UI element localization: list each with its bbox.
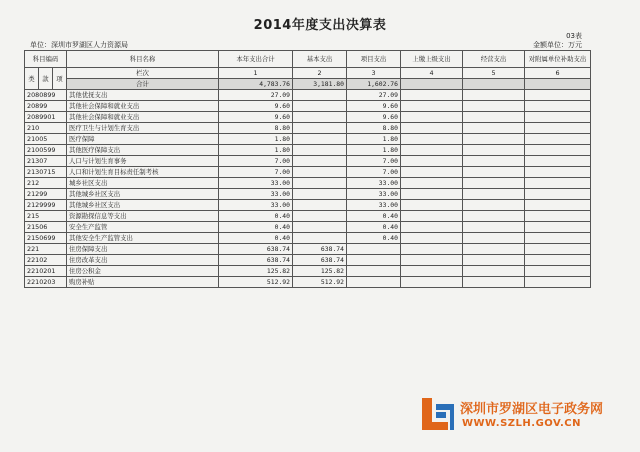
header-xiang: 项	[53, 68, 67, 90]
total-subsidy	[525, 79, 591, 90]
row-code: 21307	[25, 156, 67, 167]
row-total: 0.40	[219, 233, 293, 244]
row-name: 住房改革支出	[67, 255, 219, 266]
row-business	[463, 134, 525, 145]
total-label: 合计	[67, 79, 219, 90]
row-total: 638.74	[219, 244, 293, 255]
logo-site-name: 深圳市罗湖区电子政务网	[460, 402, 604, 417]
row-subsidy	[525, 101, 591, 112]
row-code: 2100599	[25, 145, 67, 156]
row-subsidy	[525, 167, 591, 178]
row-project	[347, 244, 401, 255]
amount-unit: 金额单位：万元	[533, 41, 582, 49]
row-basic	[293, 90, 347, 101]
total-upper	[401, 79, 463, 90]
row-subsidy	[525, 123, 591, 134]
row-subsidy	[525, 134, 591, 145]
header-business: 经营支出	[463, 51, 525, 68]
table-row	[25, 167, 591, 178]
row-basic: 638.74	[293, 244, 347, 255]
table-row	[25, 123, 591, 134]
column-index-4: 4	[401, 68, 463, 79]
row-subsidy	[525, 200, 591, 211]
row-code: 2210201	[25, 266, 67, 277]
row-total: 7.00	[219, 167, 293, 178]
row-business	[463, 211, 525, 222]
row-name: 其他社会保障和就业支出	[67, 101, 219, 112]
row-subsidy	[525, 90, 591, 101]
row-subsidy	[525, 189, 591, 200]
row-total: 9.60	[219, 112, 293, 123]
column-index-5: 5	[463, 68, 525, 79]
row-name: 其他优抚支出	[67, 90, 219, 101]
total-total: 4,783.76	[219, 79, 293, 90]
row-total: 33.00	[219, 200, 293, 211]
row-upper	[401, 112, 463, 123]
row-basic	[293, 101, 347, 112]
row-total: 8.80	[219, 123, 293, 134]
row-business	[463, 255, 525, 266]
row-business	[463, 123, 525, 134]
total-basic: 3,181.80	[293, 79, 347, 90]
row-subsidy	[525, 266, 591, 277]
row-project: 7.00	[347, 156, 401, 167]
row-project: 33.00	[347, 178, 401, 189]
table-row	[25, 255, 591, 266]
row-project: 33.00	[347, 200, 401, 211]
row-upper	[401, 90, 463, 101]
row-name: 住房公积金	[67, 266, 219, 277]
row-business	[463, 233, 525, 244]
row-basic	[293, 156, 347, 167]
row-subsidy	[525, 112, 591, 123]
row-business	[463, 145, 525, 156]
row-name: 医疗保障	[67, 134, 219, 145]
header-code: 科目编码	[25, 51, 67, 68]
table-row	[25, 277, 591, 288]
row-project: 27.09	[347, 90, 401, 101]
site-logo	[418, 392, 618, 442]
row-project: 33.00	[347, 189, 401, 200]
row-upper	[401, 211, 463, 222]
row-subsidy	[525, 222, 591, 233]
row-name: 其他社会保障和就业支出	[67, 112, 219, 123]
row-project: 0.40	[347, 233, 401, 244]
row-total: 0.40	[219, 211, 293, 222]
row-code: 215	[25, 211, 67, 222]
table-row	[25, 156, 591, 167]
row-basic	[293, 200, 347, 211]
row-subsidy	[525, 244, 591, 255]
row-name: 人口与计划生育事务	[67, 156, 219, 167]
header-total: 本年支出合计	[219, 51, 293, 68]
row-upper	[401, 134, 463, 145]
logo-url: WWW.SZLH.GOV.CN	[462, 418, 581, 429]
row-business	[463, 112, 525, 123]
row-upper	[401, 167, 463, 178]
row-upper	[401, 255, 463, 266]
table-row	[25, 101, 591, 112]
row-upper	[401, 200, 463, 211]
table-row	[25, 178, 591, 189]
row-total: 7.00	[219, 156, 293, 167]
row-code: 2089901	[25, 112, 67, 123]
row-total: 33.00	[219, 189, 293, 200]
header-project: 项目支出	[347, 51, 401, 68]
row-basic	[293, 222, 347, 233]
row-project	[347, 255, 401, 266]
row-basic	[293, 233, 347, 244]
row-basic	[293, 167, 347, 178]
row-basic: 638.74	[293, 255, 347, 266]
row-code: 21506	[25, 222, 67, 233]
row-name: 医疗卫生与计划生育支出	[67, 123, 219, 134]
row-business	[463, 244, 525, 255]
row-basic	[293, 123, 347, 134]
total-row	[25, 79, 591, 90]
row-project: 0.40	[347, 211, 401, 222]
row-basic	[293, 189, 347, 200]
row-upper	[401, 233, 463, 244]
row-basic	[293, 134, 347, 145]
row-upper	[401, 145, 463, 156]
table-row	[25, 244, 591, 255]
row-code: 22102	[25, 255, 67, 266]
row-subsidy	[525, 145, 591, 156]
row-project: 1.80	[347, 134, 401, 145]
header-name: 科目名称	[67, 51, 219, 68]
row-code: 221	[25, 244, 67, 255]
row-basic	[293, 178, 347, 189]
column-index-row	[25, 68, 591, 79]
row-name: 住房保障支出	[67, 244, 219, 255]
header-type: 类	[25, 68, 39, 90]
row-business	[463, 167, 525, 178]
table-row	[25, 189, 591, 200]
row-total: 1.80	[219, 145, 293, 156]
row-name: 资源勘探信息等支出	[67, 211, 219, 222]
table-row	[25, 200, 591, 211]
table-row	[25, 266, 591, 277]
row-code: 2150699	[25, 233, 67, 244]
row-project	[347, 266, 401, 277]
row-business	[463, 266, 525, 277]
row-total: 638.74	[219, 255, 293, 266]
total-project: 1,602.76	[347, 79, 401, 90]
logo-mark-icon	[418, 394, 456, 434]
header-upper: 上缴上级支出	[401, 51, 463, 68]
row-business	[463, 189, 525, 200]
row-business	[463, 277, 525, 288]
row-subsidy	[525, 211, 591, 222]
row-business	[463, 90, 525, 101]
row-name: 安全生产监管	[67, 222, 219, 233]
row-code: 20899	[25, 101, 67, 112]
row-subsidy	[525, 178, 591, 189]
row-business	[463, 178, 525, 189]
row-code: 210	[25, 123, 67, 134]
table-row	[25, 90, 591, 101]
row-project: 8.80	[347, 123, 401, 134]
row-upper	[401, 123, 463, 134]
header-kuan: 款	[39, 68, 53, 90]
header-subsidy: 对附属单位补助支出	[525, 51, 591, 68]
row-total: 33.00	[219, 178, 293, 189]
row-business	[463, 101, 525, 112]
table-row	[25, 112, 591, 123]
table-row	[25, 233, 591, 244]
row-business	[463, 200, 525, 211]
column-index-3: 3	[347, 68, 401, 79]
row-total: 0.40	[219, 222, 293, 233]
row-name: 其他医疗保障支出	[67, 145, 219, 156]
row-total: 125.82	[219, 266, 293, 277]
row-total: 1.80	[219, 134, 293, 145]
row-upper	[401, 101, 463, 112]
row-subsidy	[525, 277, 591, 288]
column-index-label: 栏次	[67, 68, 219, 79]
row-project: 1.80	[347, 145, 401, 156]
header-row	[25, 51, 591, 68]
table-row	[25, 145, 591, 156]
row-upper	[401, 189, 463, 200]
row-project: 9.60	[347, 112, 401, 123]
row-code: 2210203	[25, 277, 67, 288]
row-total: 512.92	[219, 277, 293, 288]
row-subsidy	[525, 156, 591, 167]
row-project	[347, 277, 401, 288]
row-upper	[401, 277, 463, 288]
column-index-1: 1	[219, 68, 293, 79]
row-subsidy	[525, 233, 591, 244]
row-basic: 125.82	[293, 266, 347, 277]
column-index-2: 2	[293, 68, 347, 79]
table-row	[25, 134, 591, 145]
row-name: 其他城乡社区支出	[67, 189, 219, 200]
row-project: 0.40	[347, 222, 401, 233]
row-basic	[293, 145, 347, 156]
row-basic: 512.92	[293, 277, 347, 288]
row-business	[463, 222, 525, 233]
row-upper	[401, 178, 463, 189]
row-total: 9.60	[219, 101, 293, 112]
row-name: 购房补贴	[67, 277, 219, 288]
row-name: 其他城乡社区支出	[67, 200, 219, 211]
header-basic: 基本支出	[293, 51, 347, 68]
row-code: 2130715	[25, 167, 67, 178]
row-subsidy	[525, 255, 591, 266]
row-project: 9.60	[347, 101, 401, 112]
reporting-unit: 单位：深圳市罗湖区人力资源局	[30, 41, 128, 49]
row-upper	[401, 244, 463, 255]
page-title: 2014年度支出决算表	[253, 18, 387, 33]
table-row	[25, 211, 591, 222]
row-upper	[401, 222, 463, 233]
row-code: 21005	[25, 134, 67, 145]
expenditure-table	[24, 50, 591, 288]
row-total: 27.09	[219, 90, 293, 101]
row-project: 7.00	[347, 167, 401, 178]
row-name: 其他安全生产监管支出	[67, 233, 219, 244]
row-upper	[401, 266, 463, 277]
row-business	[463, 156, 525, 167]
row-code: 212	[25, 178, 67, 189]
row-basic	[293, 112, 347, 123]
form-number: 03表	[566, 32, 582, 40]
row-code: 21299	[25, 189, 67, 200]
row-code: 2080899	[25, 90, 67, 101]
row-upper	[401, 156, 463, 167]
table-row	[25, 222, 591, 233]
column-index-6: 6	[525, 68, 591, 79]
row-code: 2129999	[25, 200, 67, 211]
row-basic	[293, 211, 347, 222]
row-name: 城乡社区支出	[67, 178, 219, 189]
total-business	[463, 79, 525, 90]
row-name: 人口和计划生育目标责任制考核	[67, 167, 219, 178]
